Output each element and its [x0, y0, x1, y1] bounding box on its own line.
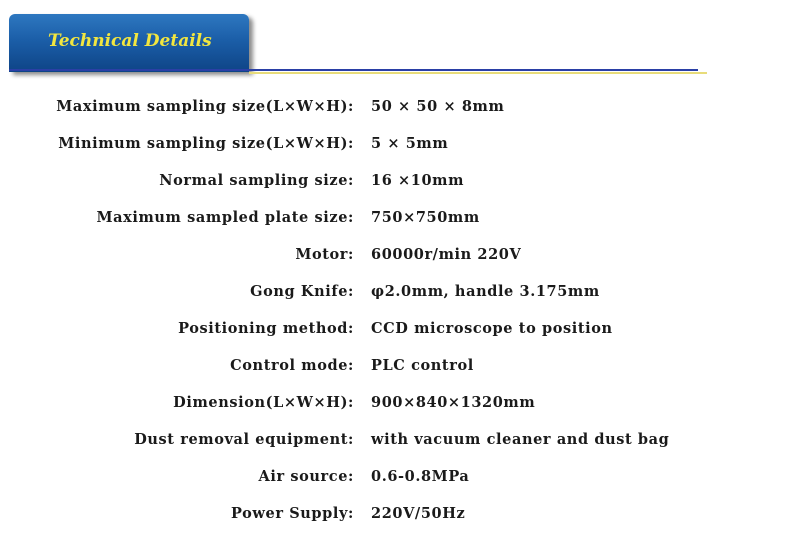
spec-label: Positioning method: — [178, 320, 354, 337]
spec-label: Motor: — [295, 246, 354, 263]
spec-value: 50 × 50 × 8mm — [371, 98, 505, 115]
spec-row-motor — [0, 238, 790, 275]
spec-row-max-sampling-size — [0, 90, 790, 127]
spec-row-min-sampling-size — [0, 127, 790, 164]
spec-row-dust-removal — [0, 423, 790, 460]
spec-label: Minimum sampling size(L×W×H): — [58, 135, 354, 152]
section-title: Technical Details — [48, 31, 212, 51]
spec-value: CCD microscope to position — [371, 320, 613, 337]
spec-value: with vacuum cleaner and dust bag — [371, 431, 670, 448]
spec-value: 5 × 5mm — [371, 135, 449, 152]
spec-label: Normal sampling size: — [159, 172, 354, 189]
spec-value: 750×750mm — [371, 209, 480, 226]
spec-label: Power Supply: — [231, 505, 354, 522]
spec-label: Dust removal equipment: — [134, 431, 354, 448]
spec-label: Air source: — [258, 468, 354, 485]
spec-value: φ2.0mm, handle 3.175mm — [371, 283, 600, 300]
spec-value: 220V/50Hz — [371, 505, 466, 522]
spec-row-control-mode — [0, 349, 790, 386]
spec-label: Control mode: — [230, 357, 354, 374]
spec-value: 60000r/min 220V — [371, 246, 522, 263]
spec-value: 900×840×1320mm — [371, 394, 536, 411]
spec-label: Dimension(L×W×H): — [173, 394, 354, 411]
spec-label: Maximum sampling size(L×W×H): — [56, 98, 354, 115]
spec-row-power-supply — [0, 497, 790, 534]
spec-row-dimension — [0, 386, 790, 423]
spec-row-air-source — [0, 460, 790, 497]
spec-value: PLC control — [371, 357, 474, 374]
spec-value: 0.6-0.8MPa — [371, 468, 470, 485]
spec-value: 16 ×10mm — [371, 172, 465, 189]
spec-row-normal-sampling-size — [0, 164, 790, 201]
spec-row-positioning-method — [0, 312, 790, 349]
spec-row-max-plate-size — [0, 201, 790, 238]
header-divider — [9, 69, 698, 71]
spec-label: Maximum sampled plate size: — [96, 209, 354, 226]
spec-list — [0, 90, 790, 534]
spec-row-gong-knife — [0, 275, 790, 312]
spec-label: Gong Knife: — [250, 283, 354, 300]
header-divider-accent — [249, 72, 707, 74]
